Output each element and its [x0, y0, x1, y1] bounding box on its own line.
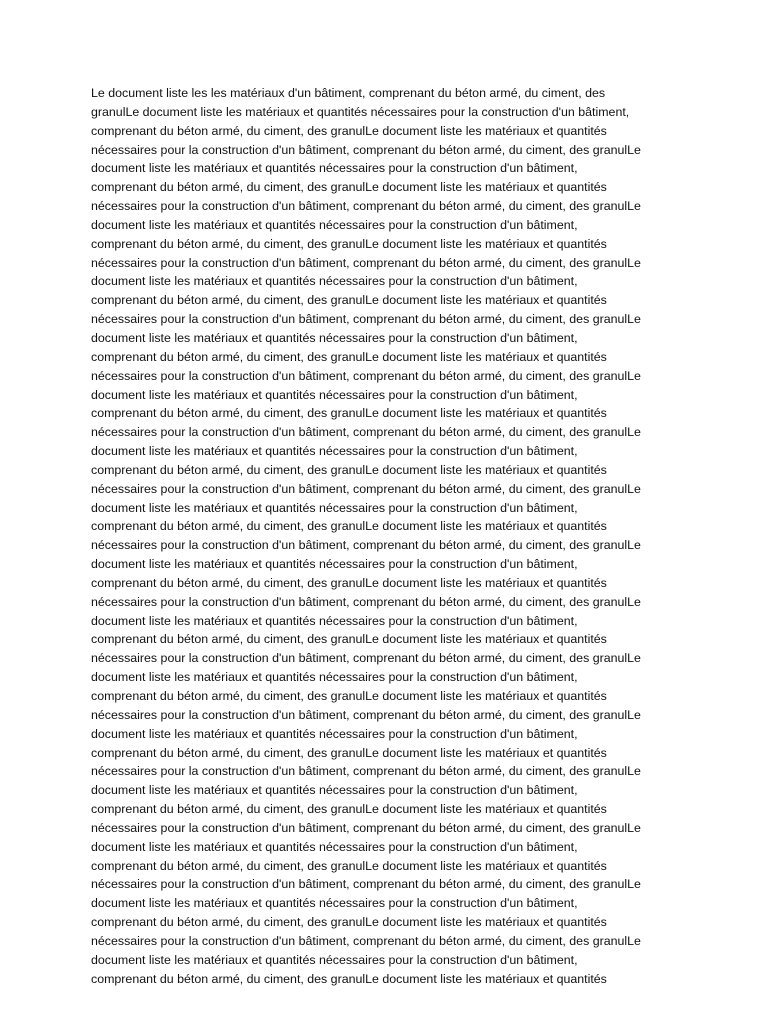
text-line: document liste les matériaux et quantités nécessaires pour la construction d'un bâtiment,	[91, 839, 578, 854]
text-line: comprenant du béton armé, du ciment, des granulLe document liste les matériaux et quantités	[91, 575, 607, 590]
text-line: document liste les matériaux et quantités nécessaires pour la construction d'un bâtiment,	[91, 670, 578, 685]
text-line: document liste les matériaux et quantités nécessaires pour la construction d'un bâtiment,	[91, 330, 578, 345]
text-line: comprenant du béton armé, du ciment, des granulLe document liste les matériaux et quantités	[91, 745, 607, 760]
text-line: comprenant du béton armé, du ciment, des granulLe document liste les matériaux et quantités	[91, 180, 607, 195]
text-line: nécessaires pour la construction d'un bâtiment, comprenant du béton armé, du ciment, des granulLe	[91, 764, 641, 779]
text-line: comprenant du béton armé, du ciment, des granulLe document liste les matériaux et quantités	[91, 123, 607, 138]
text-line: nécessaires pour la construction d'un bâtiment, comprenant du béton armé, du ciment, des granulLe	[91, 199, 641, 214]
text-line: comprenant du béton armé, du ciment, des granulLe document liste les matériaux et quantités	[91, 689, 607, 703]
text-line: comprenant du béton armé, du ciment, des granulLe document liste les matériaux et quantités	[91, 858, 607, 873]
text-line: document liste les matériaux et quantités nécessaires pour la construction d'un bâtiment,	[91, 274, 578, 289]
text-line: comprenant du béton armé, du ciment, des granulLe document liste les matériaux et quantités	[91, 915, 607, 930]
text-line: comprenant du béton armé, du ciment, des granulLe document liste les matériaux et quantités	[91, 632, 607, 647]
text-line: nécessaires pour la construction d'un bâtiment, comprenant du béton armé, du ciment, des granulLe	[91, 142, 641, 157]
text-line: Le document liste les les matériaux d'un bâtiment, comprenant du béton armé, du ciment, des	[91, 86, 606, 100]
text-line: document liste les matériaux et quantités nécessaires pour la construction d'un bâtiment,	[91, 952, 578, 967]
text-line: nécessaires pour la construction d'un bâtiment, comprenant du béton armé, du ciment, des granulLe	[91, 481, 641, 496]
text-line: nécessaires pour la construction d'un bâtiment, comprenant du béton armé, du ciment, des granulLe	[91, 933, 641, 948]
text-line: nécessaires pour la construction d'un bâtiment, comprenant du béton armé, du ciment, des granulLe	[91, 707, 641, 722]
text-line: nécessaires pour la construction d'un bâtiment, comprenant du béton armé, du ciment, des granulLe	[91, 312, 641, 327]
text-line: nécessaires pour la construction d'un bâtiment, comprenant du béton armé, du ciment, des granulLe	[91, 877, 641, 892]
text-line: nécessaires pour la construction d'un bâtiment, comprenant du béton armé, du ciment, des granulLe	[91, 368, 641, 383]
text-line: document liste les matériaux et quantités nécessaires pour la construction d'un bâtiment,	[91, 726, 578, 741]
text-line: document liste les matériaux et quantités nécessaires pour la construction d'un bâtiment,	[91, 217, 578, 232]
text-line: nécessaires pour la construction d'un bâtiment, comprenant du béton armé, du ciment, des granulLe	[91, 538, 641, 553]
text-line: comprenant du béton armé, du ciment, des granulLe document liste les matériaux et quantités	[91, 293, 607, 308]
text-line: comprenant du béton armé, du ciment, des granulLe document liste les matériaux et quantités	[91, 802, 607, 817]
text-line: nécessaires pour la construction d'un bâtiment, comprenant du béton armé, du ciment, des granulLe	[91, 425, 641, 440]
text-line: comprenant du béton armé, du ciment, des granulLe document liste les matériaux et quantités	[91, 236, 607, 251]
text-line: granulLe document liste les matériaux et quantités nécessaires pour la construction d'un bâtiment,	[91, 104, 630, 119]
text-line: document liste les matériaux et quantités nécessaires pour la construction d'un bâtiment,	[91, 500, 578, 515]
text-line: comprenant du béton armé, du ciment, des granulLe document liste les matériaux et quantités	[91, 519, 607, 534]
text-line: nécessaires pour la construction d'un bâtiment, comprenant du béton armé, du ciment, des granulLe	[91, 651, 641, 666]
text-line: document liste les matériaux et quantités nécessaires pour la construction d'un bâtiment,	[91, 161, 578, 176]
body-paragraph	[91, 84, 691, 989]
text-line: document liste les matériaux et quantités nécessaires pour la construction d'un bâtiment,	[91, 444, 578, 459]
text-line: document liste les matériaux et quantités nécessaires pour la construction d'un bâtiment,	[91, 783, 578, 798]
text-line: comprenant du béton armé, du ciment, des granulLe document liste les matériaux et quantités	[91, 971, 607, 986]
text-line: nécessaires pour la construction d'un bâtiment, comprenant du béton armé, du ciment, des granulLe	[91, 820, 641, 835]
text-line: comprenant du béton armé, du ciment, des granulLe document liste les matériaux et quantités	[91, 406, 607, 421]
text-line: nécessaires pour la construction d'un bâtiment, comprenant du béton armé, du ciment, des granulLe	[91, 594, 641, 609]
text-line: nécessaires pour la construction d'un bâtiment, comprenant du béton armé, du ciment, des granulLe	[91, 255, 641, 270]
text-line: document liste les matériaux et quantités nécessaires pour la construction d'un bâtiment,	[91, 557, 578, 572]
text-line: document liste les matériaux et quantités nécessaires pour la construction d'un bâtiment,	[91, 896, 578, 911]
text-line: document liste les matériaux et quantités nécessaires pour la construction d'un bâtiment,	[91, 387, 578, 402]
text-line: comprenant du béton armé, du ciment, des granulLe document liste les matériaux et quantités	[91, 462, 607, 477]
text-line: document liste les matériaux et quantités nécessaires pour la construction d'un bâtiment,	[91, 613, 578, 628]
text-line: comprenant du béton armé, du ciment, des granulLe document liste les matériaux et quantités	[91, 349, 607, 364]
